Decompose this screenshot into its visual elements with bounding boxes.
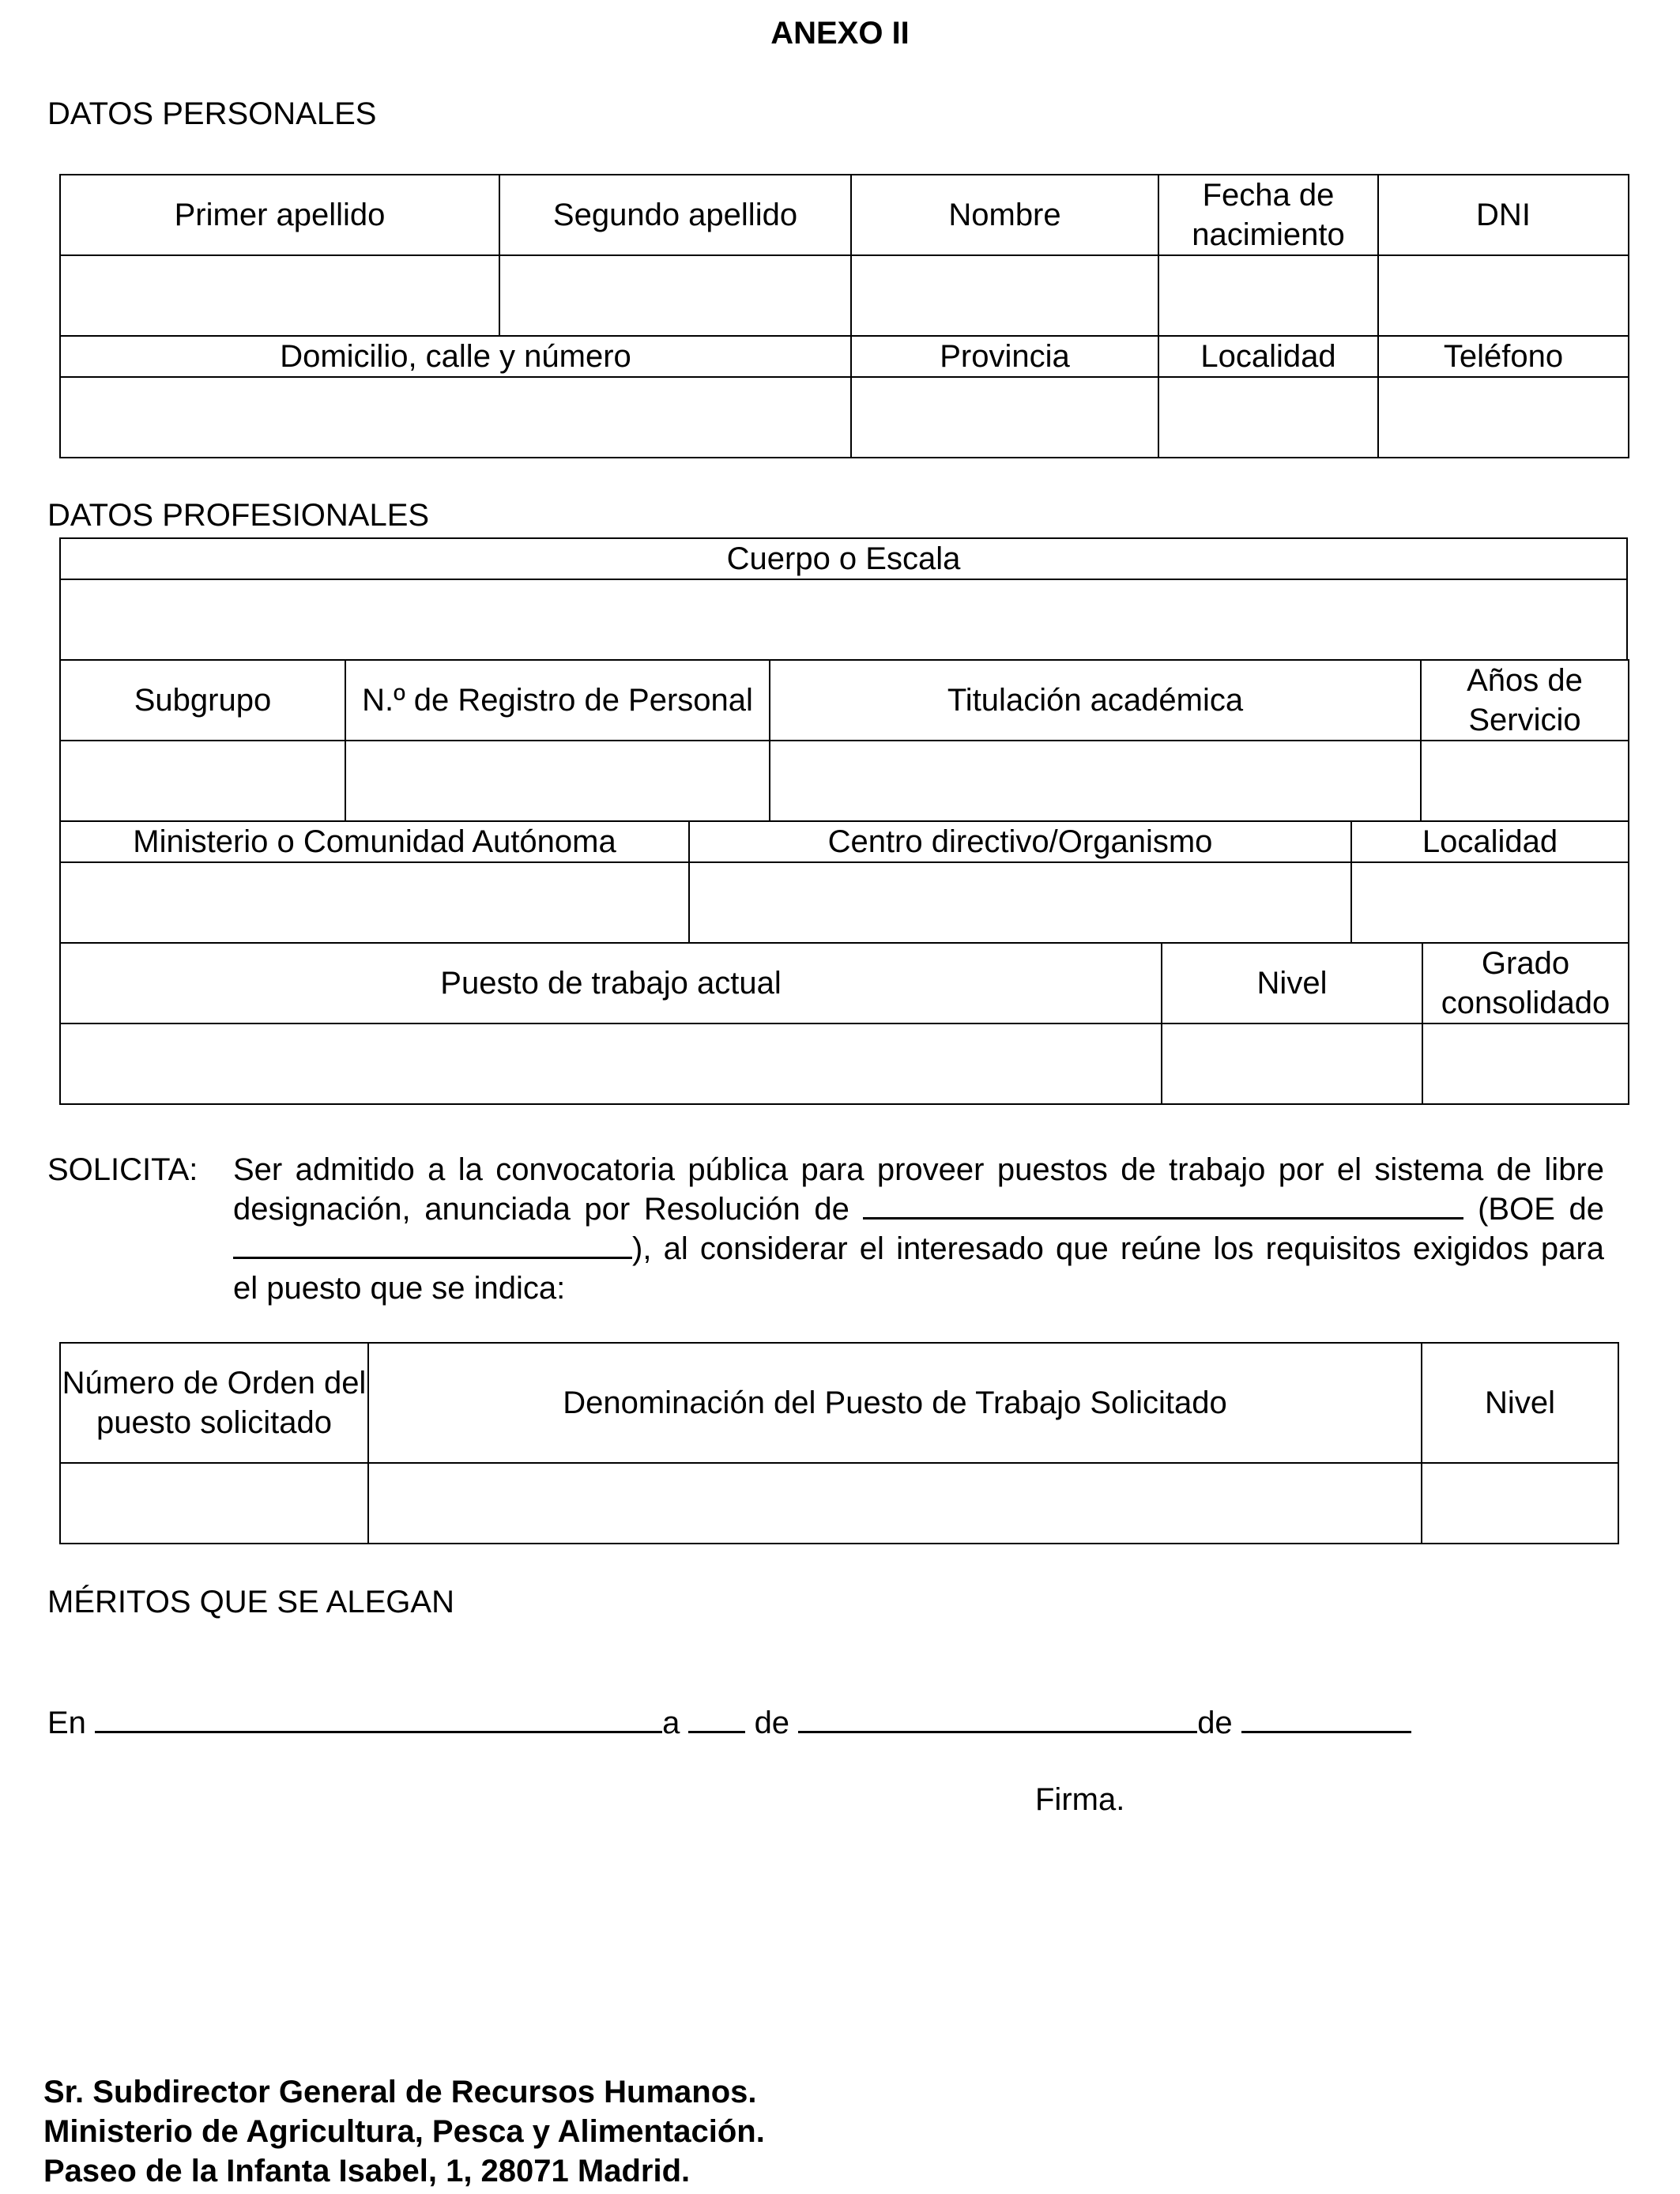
date-a-label: a: [662, 1706, 680, 1740]
date-en-label: En: [47, 1706, 86, 1740]
addressee-line-3: Paseo de la Infanta Isabel, 1, 28071 Madrid.: [43, 2154, 691, 2188]
input-telefono[interactable]: [1378, 377, 1629, 458]
date-de2-label: de: [1197, 1706, 1233, 1740]
page-title: ANEXO II: [770, 16, 910, 51]
input-grado-consolidado[interactable]: [1422, 1023, 1629, 1104]
header-nombre: Nombre: [851, 175, 1158, 255]
input-dni[interactable]: [1378, 255, 1629, 336]
solicita-text-part1: Ser admitido a la convocatoria pública para proveer puestos de trabajo por el sistema de libre designación, anunciada por Resolución de: [233, 1152, 1604, 1227]
header-puesto-actual: Puesto de trabajo actual: [60, 943, 1162, 1023]
header-dni: DNI: [1378, 175, 1629, 255]
addressee-block: [43, 2072, 765, 2191]
input-cuerpo-escala[interactable]: [60, 579, 1627, 660]
header-domicilio: Domicilio, calle y número: [60, 336, 851, 377]
solicita-text: [233, 1150, 1604, 1308]
input-fecha-nacimiento[interactable]: [1158, 255, 1378, 336]
header-denominacion: Denominación del Puesto de Trabajo Solicitado: [368, 1343, 1422, 1463]
input-provincia[interactable]: [851, 377, 1158, 458]
header-centro-directivo: Centro directivo/Organismo: [689, 821, 1351, 862]
solicita-text-part3: ), al considerar el interesado que reúne los requisitos exigidos para el puesto que se indica:: [233, 1231, 1604, 1306]
section-datos-personales: DATOS PERSONALES: [47, 96, 377, 131]
input-localidad-prof[interactable]: [1351, 862, 1629, 943]
place-blank[interactable]: [95, 1704, 662, 1733]
personal-data-table: [59, 174, 1629, 458]
boe-date-blank[interactable]: [233, 1230, 632, 1259]
input-titulacion[interactable]: [770, 741, 1421, 821]
header-provincia: Provincia: [851, 336, 1158, 377]
section-datos-profesionales: DATOS PROFESIONALES: [47, 498, 430, 533]
month-blank[interactable]: [798, 1704, 1197, 1733]
header-cuerpo-escala: Cuerpo o Escala: [60, 538, 1627, 579]
input-nombre[interactable]: [851, 255, 1158, 336]
header-localidad: Localidad: [1158, 336, 1378, 377]
meritos-heading: MÉRITOS QUE SE ALEGAN: [47, 1585, 454, 1619]
addressee-line-2: Ministerio de Agricultura, Pesca y Alimentación.: [43, 2114, 765, 2149]
input-nivel-solicitado[interactable]: [1422, 1463, 1618, 1544]
header-ministerio: Ministerio o Comunidad Autónoma: [60, 821, 689, 862]
puesto-actual-table: [59, 942, 1629, 1105]
input-numero-orden[interactable]: [60, 1463, 368, 1544]
header-grado-consolidado: Grado consolidado: [1422, 943, 1629, 1023]
cuerpo-table: [59, 537, 1628, 661]
header-nivel-solicitado: Nivel: [1422, 1343, 1618, 1463]
header-nivel-actual: Nivel: [1162, 943, 1422, 1023]
input-domicilio[interactable]: [60, 377, 851, 458]
subgrupo-table: [59, 659, 1629, 822]
input-anos-servicio[interactable]: [1421, 741, 1629, 821]
header-fecha-nacimiento: Fecha de nacimiento: [1158, 175, 1378, 255]
input-subgrupo[interactable]: [60, 741, 345, 821]
firma-label: Firma.: [1035, 1782, 1125, 1817]
header-primer-apellido: Primer apellido: [60, 175, 499, 255]
input-nivel-actual[interactable]: [1162, 1023, 1422, 1104]
day-blank[interactable]: [688, 1704, 745, 1733]
header-subgrupo: Subgrupo: [60, 660, 345, 741]
header-numero-orden: Número de Orden del puesto solicitado: [60, 1343, 368, 1463]
header-titulacion: Titulación académica: [770, 660, 1421, 741]
input-segundo-apellido[interactable]: [499, 255, 851, 336]
header-telefono: Teléfono: [1378, 336, 1629, 377]
header-registro-personal: N.º de Registro de Personal: [345, 660, 770, 741]
addressee-line-1: Sr. Subdirector General de Recursos Humanos.: [43, 2075, 757, 2109]
header-segundo-apellido: Segundo apellido: [499, 175, 851, 255]
puesto-solicitado-table: [59, 1342, 1619, 1544]
header-localidad-prof: Localidad: [1351, 821, 1629, 862]
ministerio-table: [59, 820, 1629, 944]
input-ministerio[interactable]: [60, 862, 689, 943]
input-puesto-actual[interactable]: [60, 1023, 1162, 1104]
resolucion-blank[interactable]: [863, 1190, 1463, 1220]
solicita-text-part2: (BOE de: [1478, 1192, 1604, 1227]
input-primer-apellido[interactable]: [60, 255, 499, 336]
date-de1-label: de: [754, 1706, 790, 1740]
year-blank[interactable]: [1241, 1704, 1411, 1733]
header-anos-servicio: Años de Servicio: [1421, 660, 1629, 741]
date-line: [47, 1703, 1411, 1743]
input-localidad[interactable]: [1158, 377, 1378, 458]
input-centro-directivo[interactable]: [689, 862, 1351, 943]
input-registro-personal[interactable]: [345, 741, 770, 821]
solicita-label: SOLICITA:: [47, 1152, 198, 1187]
input-denominacion[interactable]: [368, 1463, 1422, 1544]
